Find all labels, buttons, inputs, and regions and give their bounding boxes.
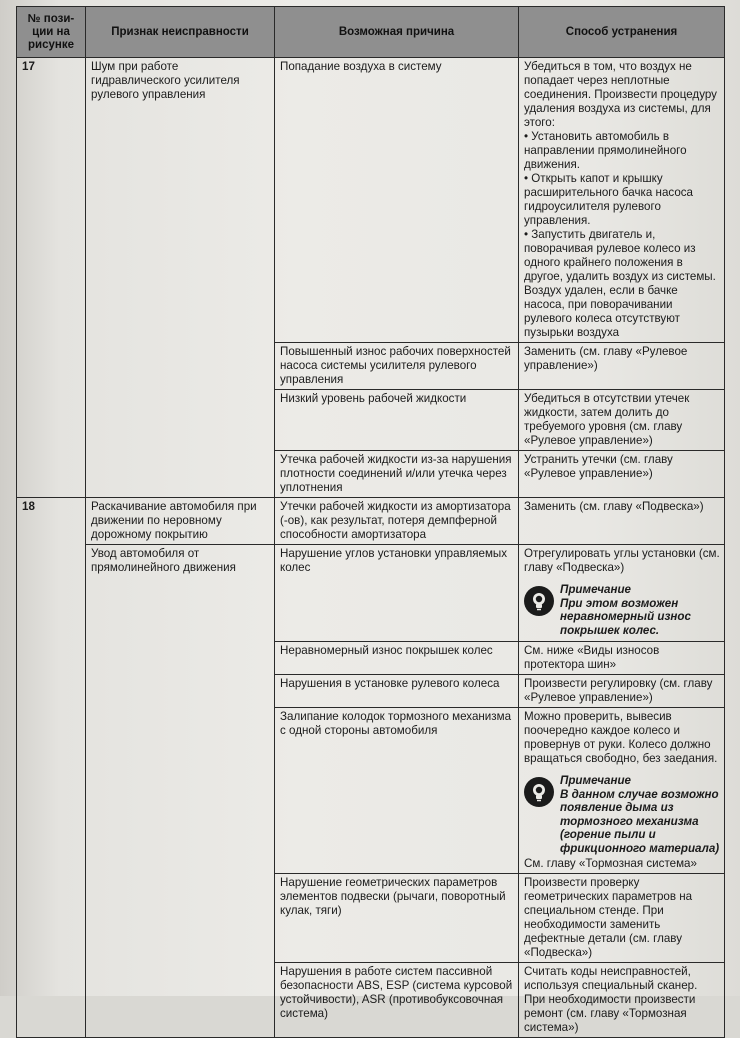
table-row <box>17 545 725 642</box>
remedy-cell <box>519 708 725 874</box>
remedy-text: Отрегулировать углы установки (см. главу «Подвеска») <box>524 547 720 574</box>
table-row <box>17 58 725 343</box>
remedy-cell: Заменить (см. главу «Подвеска») <box>519 498 725 545</box>
remedy-cell <box>519 545 725 642</box>
bulb-icon <box>524 777 554 807</box>
header-cause: Возможная причина <box>275 7 519 58</box>
header-position-number: № пози-ции на рисунке <box>17 7 86 58</box>
cause-cell: Низкий уровень рабочей жидкости <box>275 390 519 451</box>
remedy-step: • Открыть капот и крышку расширительного бачка насоса гидроусилителя рулевого управления. <box>524 172 694 227</box>
note-box <box>524 774 720 855</box>
remedy-cell: Считать коды неисправностей, используя специальный сканер. При необходимости произвести ремонт (см. главу «Тормозная система») <box>519 963 725 1038</box>
cause-cell: Нарушение углов установки управляемых колес <box>275 545 519 642</box>
note-title: Примечание <box>560 774 631 787</box>
note-text: При этом возможен неравномерный износ покрышек колес. <box>560 596 691 637</box>
remedy-cell: Убедиться в отсутствии утечек жидкости, затем долить до требуемого уровня (см. главу «Рулевое управление») <box>519 390 725 451</box>
note-text: В данном случае возможно появление дыма из тормозного механизма (горение пыли и фрикционного материала) <box>560 787 720 855</box>
cause-cell: Нарушения в работе систем пассивной безопасности ABS, ESP (система курсовой устойчивости), ASR (противобуксовочная система) <box>275 963 519 1038</box>
table-row <box>17 498 725 545</box>
remedy-cell: См. ниже «Виды износов протектора шин» <box>519 642 725 675</box>
cause-cell: Неравномерный износ покрышек колес <box>275 642 519 675</box>
remedy-cell: Заменить (см. главу «Рулевое управление») <box>519 343 725 390</box>
remedy-cell <box>519 58 725 343</box>
header-remedy: Способ устранения <box>519 7 725 58</box>
note-box <box>524 583 720 637</box>
cause-cell: Попадание воздуха в систему <box>275 58 519 343</box>
note-title: Примечание <box>560 583 631 596</box>
remedy-reference: См. главу «Тормозная система» <box>524 857 697 870</box>
remedy-step: • Запустить двигатель и, поворачивая рулевое колесо из одного крайнего положения в другое, удалить воздух из системы. Воздух удален, если в бачке насоса, при поворачивании рулевого колеса отсутствуют пузырьки воздуха <box>524 228 716 339</box>
symptom-cell: Увод автомобиля от прямолинейного движения <box>86 545 275 1038</box>
remedy-text: Можно проверить, вывесив поочередно каждое колесо и провернув от руки. Колесо должно вращаться свободно, без заедания. <box>524 710 718 765</box>
position-number: 18 <box>17 498 86 1038</box>
symptom-cell: Шум при работе гидравлического усилителя рулевого управления <box>86 58 275 498</box>
cause-cell: Повышенный износ рабочих поверхностей насоса системы усилителя рулевого управления <box>275 343 519 390</box>
cause-cell: Нарушение геометрических параметров элементов подвески (рычаги, поворотный кулак, тяги) <box>275 874 519 963</box>
fault-table <box>16 6 725 1038</box>
remedy-cell: Устранить утечки (см. главу «Рулевое управление») <box>519 451 725 498</box>
remedy-cell: Произвести регулировку (см. главу «Рулевое управление») <box>519 675 725 708</box>
header-row <box>17 7 725 58</box>
position-number: 17 <box>17 58 86 498</box>
remedy-step: • Установить автомобиль в направлении прямолинейного движения. <box>524 130 687 171</box>
cause-cell: Утечка рабочей жидкости из-за нарушения плотности соединений и/или утечка через уплотнения <box>275 451 519 498</box>
bulb-icon <box>524 586 554 616</box>
remedy-intro: Убедиться в том, что воздух не попадает через неплотные соединения. Произвести процедуру удаления воздуха из системы, для этого: <box>524 60 717 129</box>
cause-cell: Залипание колодок тормозного механизма с одной стороны автомобиля <box>275 708 519 874</box>
cause-cell: Утечки рабочей жидкости из амортизатора (-ов), как результат, потеря демпферной способности амортизатора <box>275 498 519 545</box>
cause-cell: Нарушения в установке рулевого колеса <box>275 675 519 708</box>
header-symptom: Признак неисправности <box>86 7 275 58</box>
symptom-cell: Раскачивание автомобиля при движении по неровному дорожному покрытию <box>86 498 275 545</box>
remedy-cell: Произвести проверку геометрических параметров на специальном стенде. При необходимости заменить дефектные детали (см. главу «Подвеска») <box>519 874 725 963</box>
